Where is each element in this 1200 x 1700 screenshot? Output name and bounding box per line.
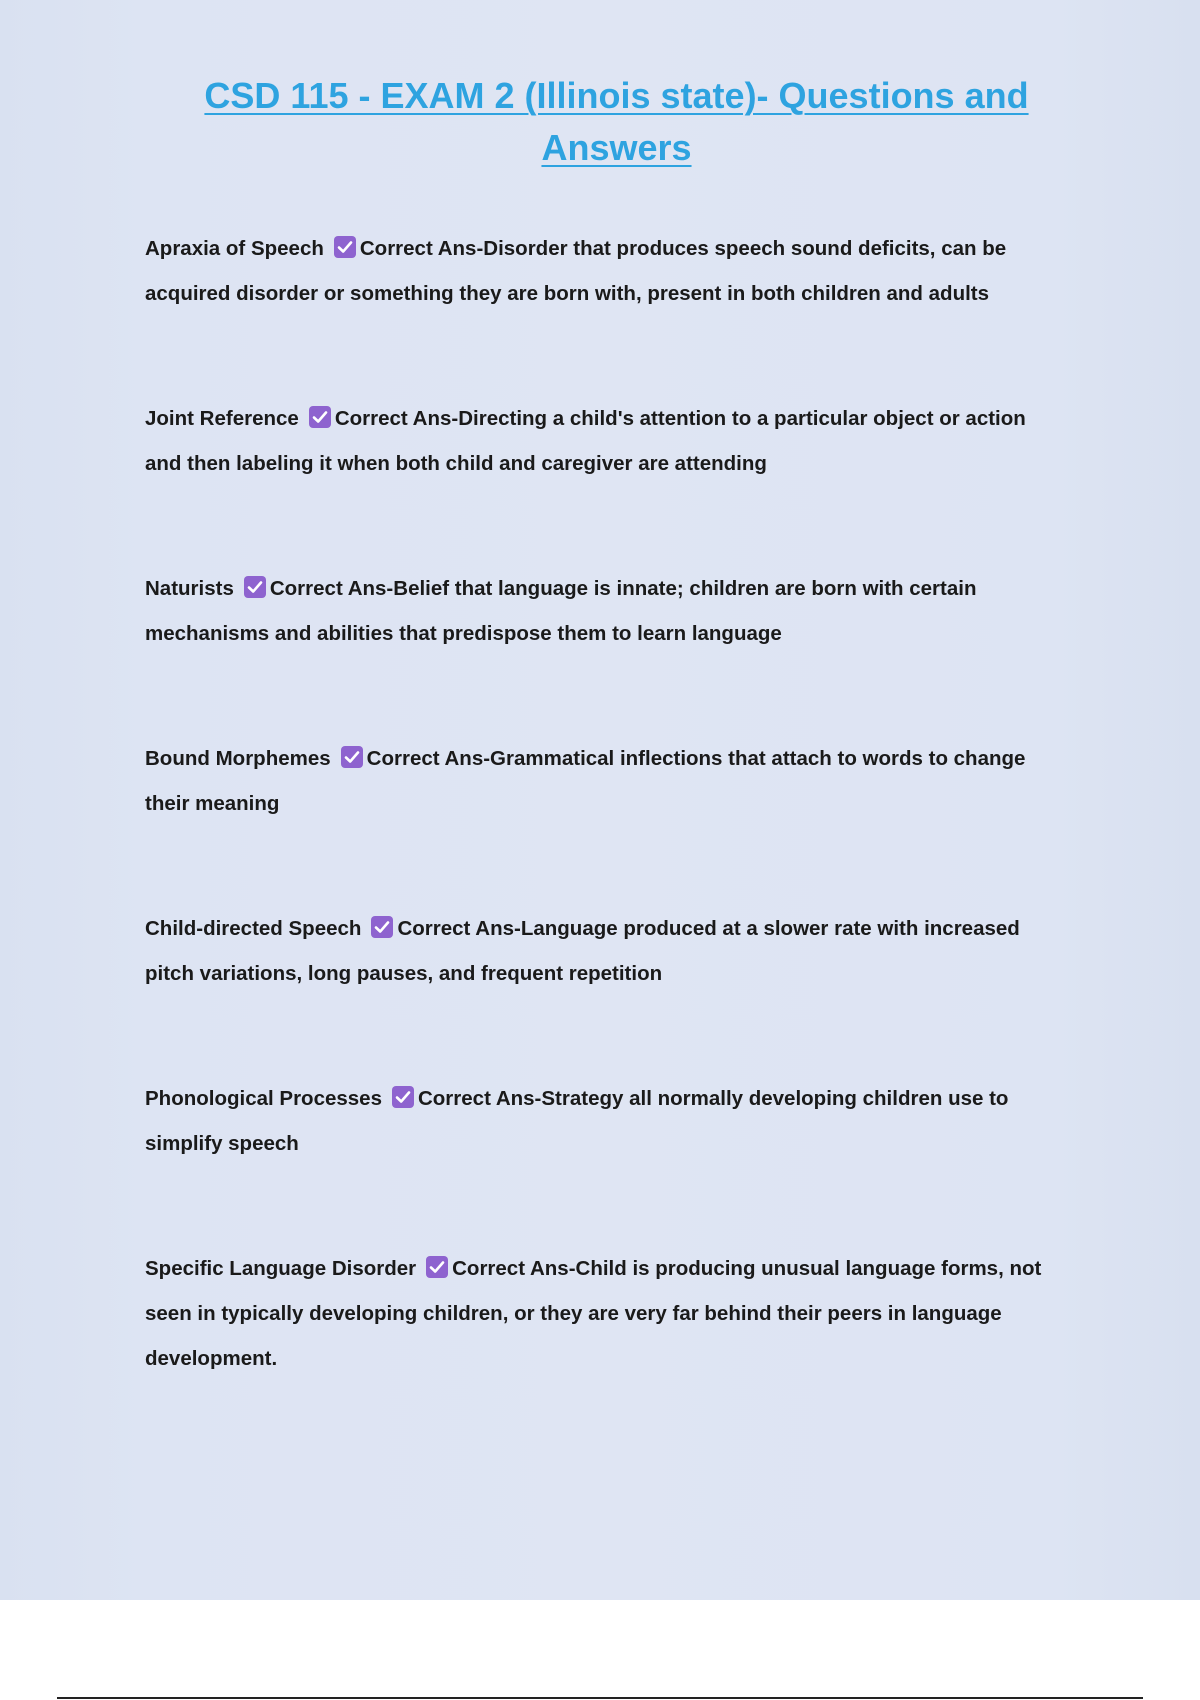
qa-answer: Correct Ans-Language produced at a slower rate with increased pitch variations, long pauses, and frequent repetition	[145, 917, 1020, 985]
qa-term: Naturists	[145, 577, 234, 600]
checkbox-checked-icon	[426, 1256, 448, 1278]
qa-answer: Correct Ans-Grammatical inflections that attach to words to change their meaning	[145, 747, 1026, 815]
qa-term: Bound Morphemes	[145, 747, 331, 770]
qa-answer: Correct Ans-Strategy all normally developing children use to simplify speech	[145, 1087, 1009, 1155]
qa-term: Joint Reference	[145, 407, 299, 430]
checkbox-checked-icon	[341, 746, 363, 768]
qa-answer: Correct Ans-Child is producing unusual language forms, not seen in typically developing children, or they are very far behind their peers in language development.	[145, 1257, 1042, 1370]
qa-term: Phonological Processes	[145, 1087, 382, 1110]
qa-term: Child-directed Speech	[145, 917, 362, 940]
qa-answer: Correct Ans-Disorder that produces speech sound deficits, can be acquired disorder or something they are born with, present in both children and adults	[145, 237, 1007, 305]
qa-term: Apraxia of Speech	[145, 237, 324, 260]
qa-entry-specific-language-disorder	[145, 1246, 1065, 1381]
qa-entry-bound-morphemes	[145, 736, 1065, 826]
qa-entry-joint-reference	[145, 396, 1065, 486]
qa-answer: Correct Ans-Belief that language is innate; children are born with certain mechanisms and abilities that predispose them to learn language	[145, 577, 977, 645]
qa-entry-apraxia-of-speech	[145, 226, 1065, 316]
qa-list	[145, 226, 1065, 1381]
checkbox-checked-icon	[309, 406, 331, 428]
checkbox-checked-icon	[244, 576, 266, 598]
footer-divider	[57, 1697, 1143, 1699]
qa-term: Specific Language Disorder	[145, 1257, 417, 1280]
qa-entry-child-directed-speech	[145, 906, 1065, 996]
qa-entry-naturists	[145, 566, 1065, 656]
qa-entry-phonological-processes	[145, 1076, 1065, 1166]
checkbox-checked-icon	[334, 236, 356, 258]
checkbox-checked-icon	[392, 1086, 414, 1108]
checkbox-checked-icon	[371, 916, 393, 938]
qa-answer: Correct Ans-Directing a child's attention to a particular object or action and then labeling it when both child and caregiver are attending	[145, 407, 1026, 475]
document-title: CSD 115 - EXAM 2 (Illinois state)- Questions and Answers	[204, 75, 1029, 168]
